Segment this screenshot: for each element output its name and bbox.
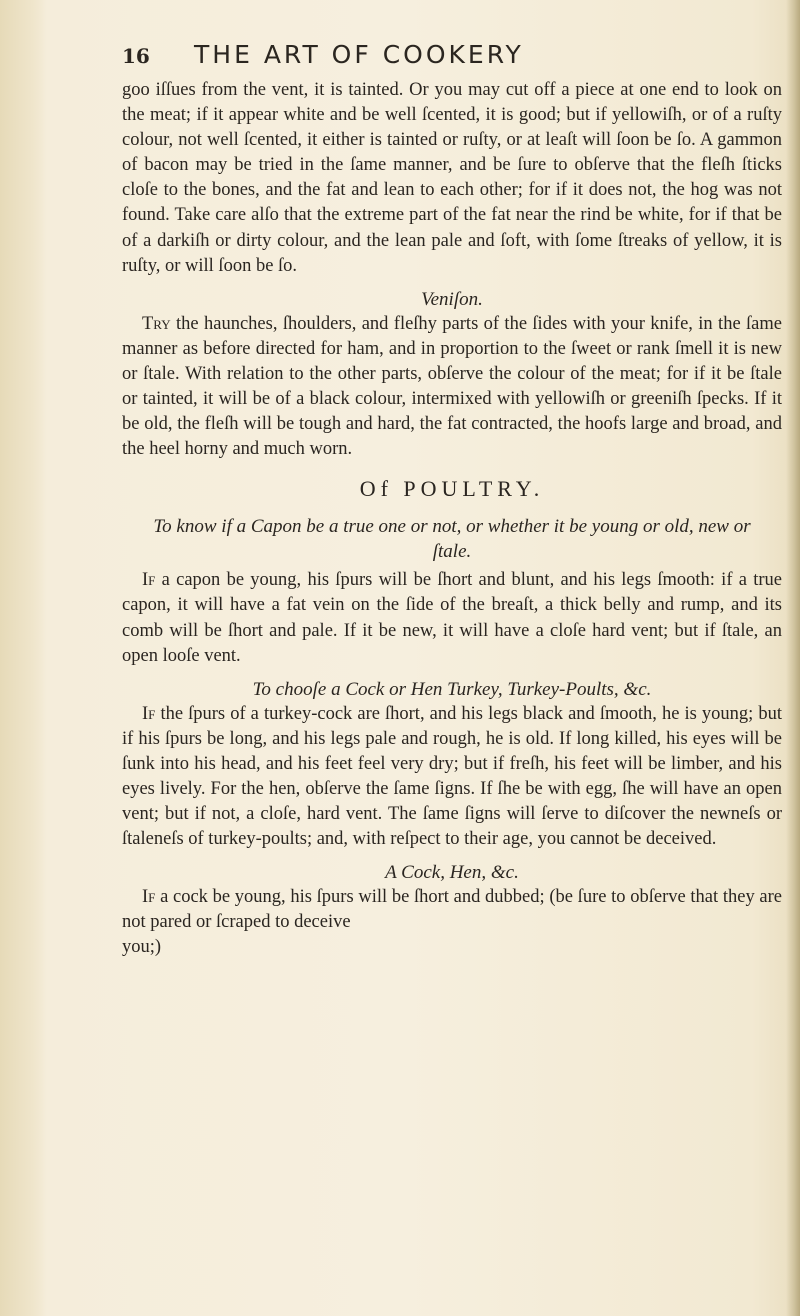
lead-word: If [142, 887, 156, 908]
lead-word: If [142, 703, 156, 724]
heading-cock-hen: A Cock, Hen, &c. [385, 862, 519, 884]
paragraph-capon [122, 568, 782, 668]
paragraph-cock [122, 885, 782, 935]
page-edge-shadow [786, 0, 800, 1316]
heading-turkey: To chooſe a Cock or Hen Turkey, Turkey-Poults, &c. [252, 678, 652, 700]
heading-venison: Veniſon. [421, 288, 483, 310]
paragraph-text: the ſpurs of a turkey-cock are ſhort, and his legs black and ſmooth, he is young; but if his ſpurs be long, and his legs pale and rough, he is old. If long killed, his eyes will be ſunk into his head, and his feet feel very dry; but if freſh, his feet will be limber, and his eyes lively. For the hen, obſerve the ſame ſigns. If ſhe be with egg, ſhe will have an open vent; but if not, a cloſe, hard vent. The ſame ſigns will ſerve to diſcover the newneſs or ſtaleneſs of turkey-poults; and, with reſpect to their age, you cannot be deceived. [122, 703, 782, 850]
paragraph-text: a cock be young, his ſpurs will be ſhort and dubbed; (be ſure to obſerve that they are not pared or ſcraped to deceive [122, 887, 782, 933]
catchword: you;) [122, 937, 162, 958]
paragraph-venison [122, 312, 782, 463]
paragraph-bacon: goo iſſues from the vent, it is tainted. Or you may cut off a piece at one end to look on the meat; if it appear white and be well ſcented, it is good; but if yellowiſh, or of a ruſty colour, not well ſcented, it either is tainted or ruſty, or at leaſt will ſoon be ſo. A gammon of bacon may be tried in the ſame manner, and be ſure to obſerve that the fleſh ſticks cloſe to the bones, and the fat and lean to each other; for if it does not, the hog was not found. Take care alſo that the extreme part of the fat near the rind be white, for if that be of a darkiſh or dirty colour, and the lean pale and ſoft, with ſome ſtreaks of yellow, it is ruſty, or will ſoon be ſo. [122, 80, 782, 276]
paragraph-text: the haunches, ſhoulders, and fleſhy parts of the ſides with your knife, in the ſame manner as before directed for ham, and in proportion to the ſweet or rank ſmell it is new or ſtale. With relation to the other parts, obſerve the colour of the meat; for if it be ſtale or tainted, it will be of a black colour, intermixed with yellowiſh or greeniſh ſpecks. If it be old, the fleſh will be tough and hard, the fat contracted, the hoofs large and broad, and the heel horny and much worn. [122, 313, 782, 460]
lead-word: If [142, 570, 156, 591]
heading-capon: To know if a Capon be a true one or not, or whether it be young or old, new or ſtale. [153, 516, 751, 563]
page-binding-shadow [0, 0, 46, 1316]
page-number: 16 [122, 44, 150, 68]
running-title: THE ART OF COOKERY [194, 40, 524, 69]
paragraph-text: a capon be young, his ſpurs will be ſhort and blunt, and his legs ſmooth: if a true capon, it will have a fat vein on the ſide of the breaſt, a thick belly and rump, and its comb will be ſhort and pale. If it be new, it will have a cloſe hard vent; but if ſtale, an open looſe vent. [122, 570, 782, 666]
lead-word: Try [142, 313, 171, 334]
page-content [122, 40, 782, 961]
section-title-poultry: Of POULTRY. [359, 476, 545, 502]
running-header [122, 40, 782, 78]
paragraph-turkey [122, 702, 782, 853]
